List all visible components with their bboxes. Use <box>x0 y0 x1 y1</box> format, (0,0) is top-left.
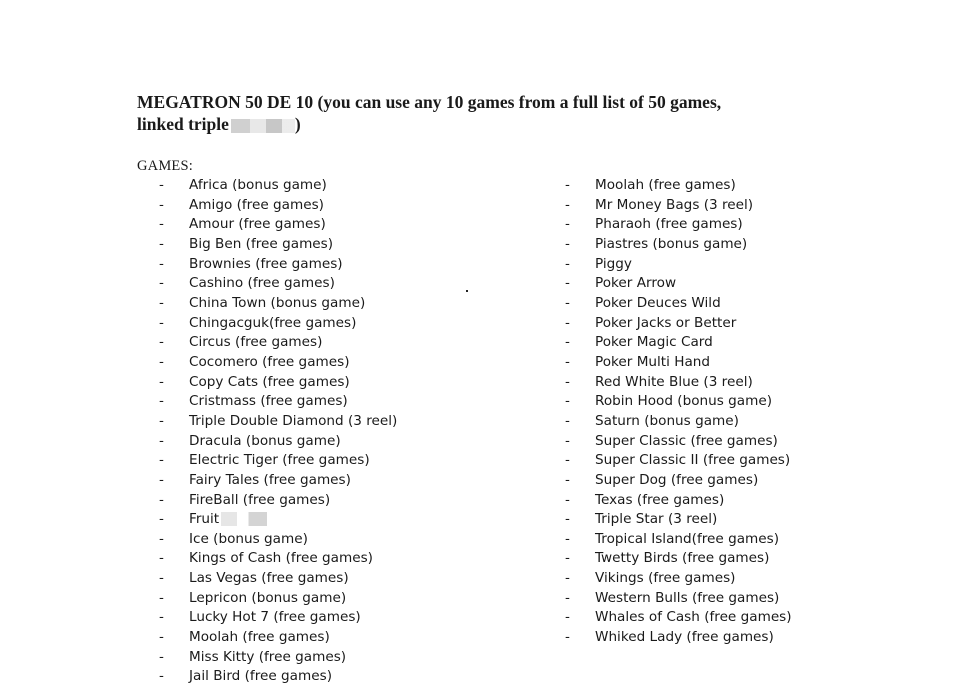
list-bullet: - <box>565 412 570 429</box>
list-bullet: - <box>159 353 164 370</box>
game-list-item <box>159 392 397 412</box>
list-bullet: - <box>159 216 164 233</box>
list-bullet: - <box>565 511 570 528</box>
list-bullet: - <box>565 491 570 508</box>
game-list-item <box>565 333 792 353</box>
game-list-item <box>159 608 397 628</box>
game-list-item <box>565 491 792 511</box>
game-name: Amigo (free games) <box>189 196 324 213</box>
list-bullet: - <box>565 294 570 311</box>
game-name: Twetty Birds (free games) <box>595 550 770 567</box>
games-list-right <box>565 176 792 648</box>
game-list-item <box>565 294 792 314</box>
game-name: Fairy Tales (free games) <box>189 471 351 488</box>
redacted-text <box>231 119 295 133</box>
game-list-item <box>565 373 792 393</box>
game-name: Whales of Cash (free games) <box>595 609 792 626</box>
game-list-item <box>565 392 792 412</box>
game-name: Poker Magic Card <box>595 334 713 351</box>
list-bullet: - <box>159 275 164 292</box>
game-name: China Town (bonus game) <box>189 294 366 311</box>
game-list-item <box>565 412 792 432</box>
game-name: Poker Jacks or Better <box>595 314 737 331</box>
list-bullet: - <box>565 235 570 252</box>
game-name: Pharaoh (free games) <box>595 216 743 233</box>
game-list-item <box>159 648 397 668</box>
list-bullet: - <box>159 511 164 528</box>
game-name: Electric Tiger (free games) <box>189 452 370 469</box>
game-list-item <box>159 530 397 550</box>
list-bullet: - <box>565 393 570 410</box>
list-bullet: - <box>159 609 164 626</box>
game-name: Lepricon (bonus game) <box>189 589 347 606</box>
game-list-item <box>159 314 397 334</box>
list-bullet: - <box>159 255 164 272</box>
games-list-left <box>159 176 397 687</box>
list-bullet: - <box>565 334 570 351</box>
game-name: Tropical Island(free games) <box>595 530 780 547</box>
list-bullet: - <box>159 491 164 508</box>
list-bullet: - <box>159 589 164 606</box>
game-name: Dracula (bonus game) <box>189 432 341 449</box>
game-name: Cristmass (free games) <box>189 393 348 410</box>
game-name: Western Bulls (free games) <box>595 589 780 606</box>
game-name: Robin Hood (bonus game) <box>595 393 773 410</box>
list-bullet: - <box>565 629 570 646</box>
game-name: Jail Bird (free games) <box>189 668 332 685</box>
game-name: Fruit <box>189 511 220 528</box>
list-bullet: - <box>159 648 164 665</box>
game-name: Saturn (bonus game) <box>595 412 739 429</box>
game-list-item <box>565 608 792 628</box>
list-bullet: - <box>565 353 570 370</box>
game-list-item <box>159 255 397 275</box>
list-bullet: - <box>159 432 164 449</box>
game-name: Amour (free games) <box>189 216 326 233</box>
game-name: Moolah (free games) <box>595 177 736 193</box>
game-name: Africa (bonus game) <box>189 177 327 193</box>
games-heading: GAMES: <box>137 158 193 174</box>
game-list-item <box>565 432 792 452</box>
game-list-item <box>565 235 792 255</box>
game-list-item <box>159 176 397 196</box>
list-bullet: - <box>159 452 164 469</box>
game-list-item <box>565 510 792 530</box>
game-name: Kings of Cash (free games) <box>189 550 373 567</box>
game-list-item <box>565 274 792 294</box>
game-list-item <box>159 432 397 452</box>
game-list-item <box>565 549 792 569</box>
list-bullet: - <box>159 530 164 547</box>
game-list-item <box>159 235 397 255</box>
game-list-item <box>565 589 792 609</box>
list-bullet: - <box>159 412 164 429</box>
list-bullet: - <box>159 196 164 213</box>
game-list-item <box>565 530 792 550</box>
game-list-item <box>159 215 397 235</box>
game-list-item <box>159 353 397 373</box>
game-list-item <box>565 215 792 235</box>
list-bullet: - <box>565 550 570 567</box>
game-name: Copy Cats (free games) <box>189 373 350 390</box>
game-name: Vikings (free games) <box>595 570 736 587</box>
redacted-text <box>221 512 267 526</box>
game-name: Poker Multi Hand <box>595 353 711 370</box>
game-name: Triple Double Diamond (3 reel) <box>189 412 398 429</box>
game-list-item <box>159 471 397 491</box>
game-list-item <box>159 451 397 471</box>
game-list-item <box>159 667 397 687</box>
list-bullet: - <box>565 589 570 606</box>
game-list-item <box>159 628 397 648</box>
game-list-item <box>159 333 397 353</box>
list-bullet: - <box>159 668 164 685</box>
list-bullet: - <box>565 216 570 233</box>
game-name: Super Classic (free games) <box>595 432 778 449</box>
game-list-item <box>565 451 792 471</box>
list-bullet: - <box>159 373 164 390</box>
game-list-item <box>565 196 792 216</box>
stray-dot <box>466 290 468 292</box>
list-bullet: - <box>565 530 570 547</box>
list-bullet: - <box>565 314 570 331</box>
list-bullet: - <box>565 255 570 272</box>
list-bullet: - <box>159 393 164 410</box>
game-name: Chingacguk(free games) <box>189 314 357 331</box>
game-name: Poker Deuces Wild <box>595 294 721 311</box>
game-name: Piastres (bonus game) <box>595 235 748 252</box>
game-list-item <box>159 589 397 609</box>
game-name: Circus (free games) <box>189 334 323 351</box>
list-bullet: - <box>159 471 164 488</box>
document-title-text: MEGATRON 50 DE 10 (you can use any 10 games from a full list of 50 games, linked triple <box>137 92 722 134</box>
list-bullet: - <box>159 235 164 252</box>
game-name: Piggy <box>595 255 632 272</box>
game-name: Super Dog (free games) <box>595 471 759 488</box>
game-list-item <box>159 510 397 530</box>
game-name: Las Vegas (free games) <box>189 570 349 587</box>
list-bullet: - <box>565 196 570 213</box>
list-bullet: - <box>159 314 164 331</box>
game-list-item <box>159 491 397 511</box>
list-bullet: - <box>159 177 164 193</box>
game-list-item <box>565 569 792 589</box>
game-list-item <box>565 255 792 275</box>
game-name: Whiked Lady (free games) <box>595 629 774 646</box>
game-name: Moolah (free games) <box>189 629 330 646</box>
list-bullet: - <box>565 452 570 469</box>
game-name: Red White Blue (3 reel) <box>595 373 753 390</box>
game-list-item <box>159 294 397 314</box>
game-list-item <box>565 628 792 648</box>
game-name: Miss Kitty (free games) <box>189 648 347 665</box>
game-list-item <box>159 569 397 589</box>
game-name: Lucky Hot 7 (free games) <box>189 609 361 626</box>
game-name: Cashino (free games) <box>189 275 335 292</box>
game-list-item <box>565 314 792 334</box>
game-name: FireBall (free games) <box>189 491 331 508</box>
game-name: Mr Money Bags (3 reel) <box>595 196 754 213</box>
list-bullet: - <box>565 432 570 449</box>
game-name: Texas (free games) <box>595 491 725 508</box>
list-bullet: - <box>565 609 570 626</box>
list-bullet: - <box>565 373 570 390</box>
list-bullet: - <box>159 294 164 311</box>
game-list-item <box>159 373 397 393</box>
game-name: Ice (bonus game) <box>189 530 308 547</box>
game-name: Brownies (free games) <box>189 255 343 272</box>
game-list-item <box>565 176 792 196</box>
game-name: Big Ben (free games) <box>189 235 334 252</box>
game-list-item <box>159 274 397 294</box>
game-list-item <box>159 412 397 432</box>
list-bullet: - <box>159 334 164 351</box>
game-list-item <box>159 549 397 569</box>
list-bullet: - <box>159 550 164 567</box>
list-bullet: - <box>565 177 570 193</box>
game-list-item <box>565 353 792 373</box>
game-list-item <box>159 196 397 216</box>
game-name: Cocomero (free games) <box>189 353 350 370</box>
list-bullet: - <box>159 570 164 587</box>
document-title <box>137 91 757 135</box>
game-name: Super Classic II (free games) <box>595 452 791 469</box>
game-list-item <box>565 471 792 491</box>
game-name: Triple Star (3 reel) <box>595 511 718 528</box>
list-bullet: - <box>565 471 570 488</box>
list-bullet: - <box>565 570 570 587</box>
game-name: Poker Arrow <box>595 275 677 292</box>
list-bullet: - <box>565 275 570 292</box>
document-title-end: ) <box>294 114 301 134</box>
list-bullet: - <box>159 629 164 646</box>
